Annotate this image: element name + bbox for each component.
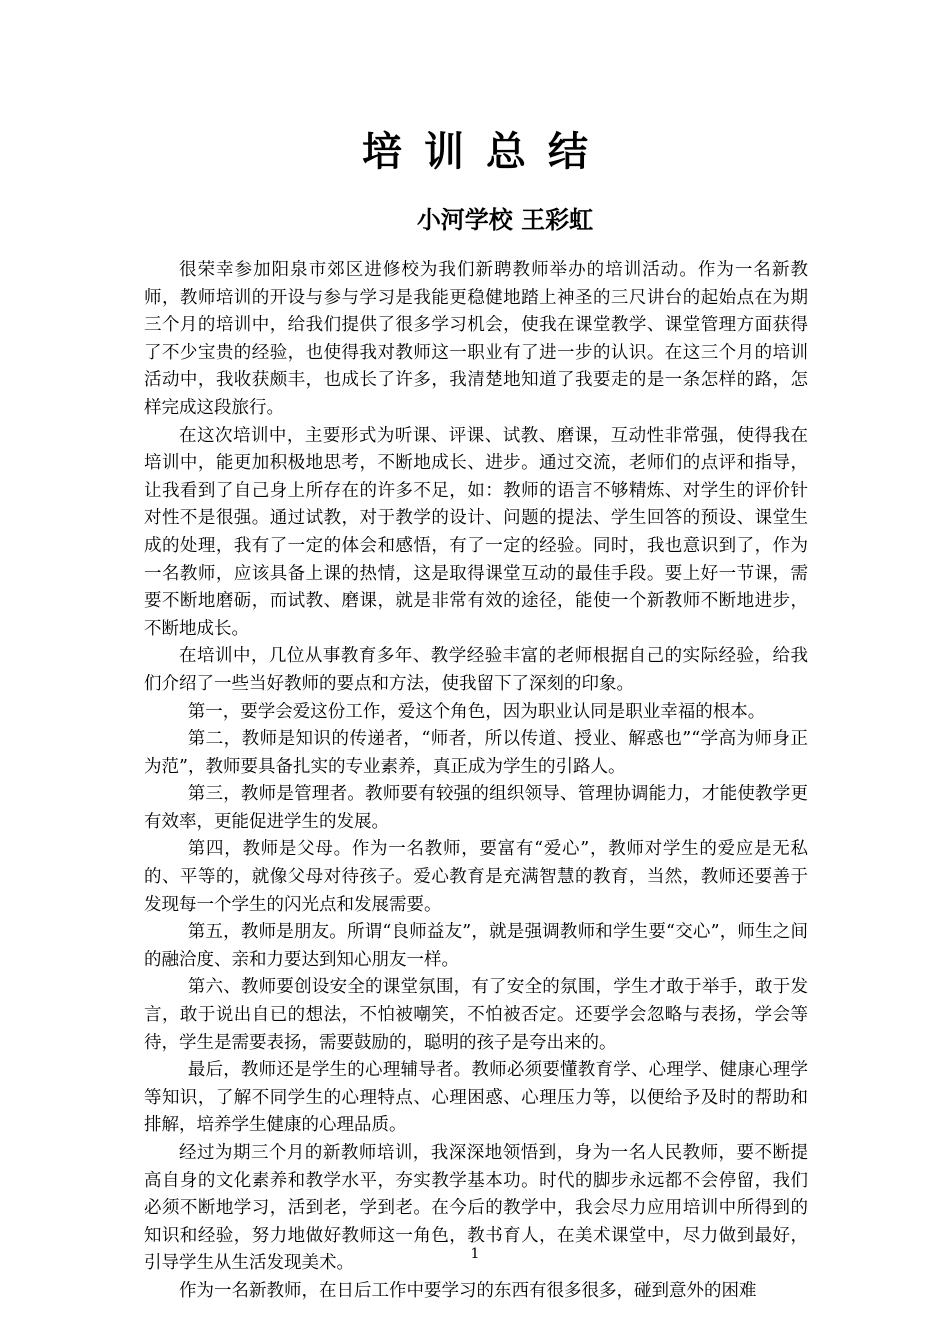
page-number: 1 bbox=[470, 1246, 480, 1262]
paragraph-point-last: 最后，教师还是学生的心理辅导者。教师必须要懂教育学、心理学、健康心理学等知识，了解不同学生的心理特点、心理困惑、心理压力等，以便给予及时的帮助和排解，培养学生健康的心理品质。 bbox=[144, 1060, 808, 1136]
paragraph-reflection: 经过为期三个月的新教师培训，我深深地领悟到，身为一名人民教师，要不断提高自身的文化素养和教学水平，夯实教学基本功。时代的脚步永远都不会停留，我们必须不断地学习，活到老，学到老。在今后的教学中，我会尽力应用培训中所得到的知识和经验，努力地做好教师这一角色，教书育人，在美术课堂中，尽力做到最好，引导学生从生活发现美术。 bbox=[144, 1143, 808, 1274]
document-body bbox=[144, 257, 808, 1306]
document-subtitle: 小河学校 王彩虹 bbox=[416, 205, 594, 234]
paragraph-point-1: 第一，要学会爱这份工作，爱这个角色，因为职业认同是职业幸福的根本。 bbox=[187, 701, 766, 722]
paragraph-experienced-teachers: 在培训中，几位从事教育多年、教学经验丰富的老师根据自己的实际经验，给我们介绍了一些当好教师的要点和方法，使我留下了深刻的印象。 bbox=[144, 646, 808, 694]
paragraph-point-4: 第四，教师是父母。作为一名教师，要富有“爱心”，教师对学生的爱应是无私的、平等的，就像父母对待孩子。爱心教育是充满智慧的教育，当然，教师还要善于发现每一个学生的闪光点和发展需要。 bbox=[144, 839, 808, 915]
paragraph-point-3: 第三，教师是管理者。教师要有较强的组织领导、管理协调能力，才能使教学更有效率，更能促进学生的发展。 bbox=[144, 784, 808, 832]
paragraph-training-form: 在这次培训中，主要形式为听课、评课、试教、磨课，互动性非常强，使得我在培训中，能更加积极地思考，不断地成长、进步。通过交流，老师们的点评和指导，让我看到了自己身上所存在的许多不足，如：教师的语言不够精炼、对学生的评价针对性不是很强。通过试教，对于教学的设计、问题的提法、学生回答的预设、课堂生成的处理，我有了一定的体会和感悟，有了一定的经验。同时，我也意识到了，作为一名教师，应该具备上课的热情，这是取得课堂互动的最佳手段。要上好一节课，需要不断地磨砺，而试教、磨课，就是非常有效的途径，能使一个新教师不断地进步，不断地成长。 bbox=[144, 425, 808, 639]
paragraph-point-6: 第六、教师要创设安全的课堂氛围，有了安全的氛围，学生才敢于举手，敢于发言，敢于说出自已的想法，不怕被嘲笑，不怕被否定。还要学会忽略与表扬，学会等待，学生是需要表扬，需要鼓励的，聪明的孩子是夸出来的。 bbox=[144, 977, 808, 1053]
paragraph-closing: 作为一名新教师，在日后工作中要学习的东西有很多很多，碰到意外的困难 bbox=[179, 1280, 757, 1301]
paragraph-point-2: 第二，教师是知识的传递者，“师者，所以传道、授业、解惑也”“学高为师身正为范”，教师要具备扎实的专业素养，真正成为学生的引路人。 bbox=[144, 729, 808, 777]
paragraph-intro: 很荣幸参加阳泉市郊区进修校为我们新聘教师举办的培训活动。作为一名新教师，教师培训的开设与参与学习是我能更稳健地踏上神圣的三尺讲台的起始点在为期三个月的培训中，给我们提供了很多学习机会，使我在课堂教学、课堂管理方面获得了不少宝贵的经验，也使得我对教师这一职业有了进一步的认识。在这三个月的培训活动中，我收获颇丰，也成长了许多，我清楚地知道了我要走的是一条怎样的路，怎样完成这段旅行。 bbox=[144, 260, 808, 418]
document-title: 培训总结 bbox=[362, 128, 610, 175]
paragraph-point-5: 第五，教师是朋友。所谓“良师益友”，就是强调教师和学生要“交心”，师生之间的融洽度、亲和力要达到知心朋友一样。 bbox=[144, 922, 808, 970]
